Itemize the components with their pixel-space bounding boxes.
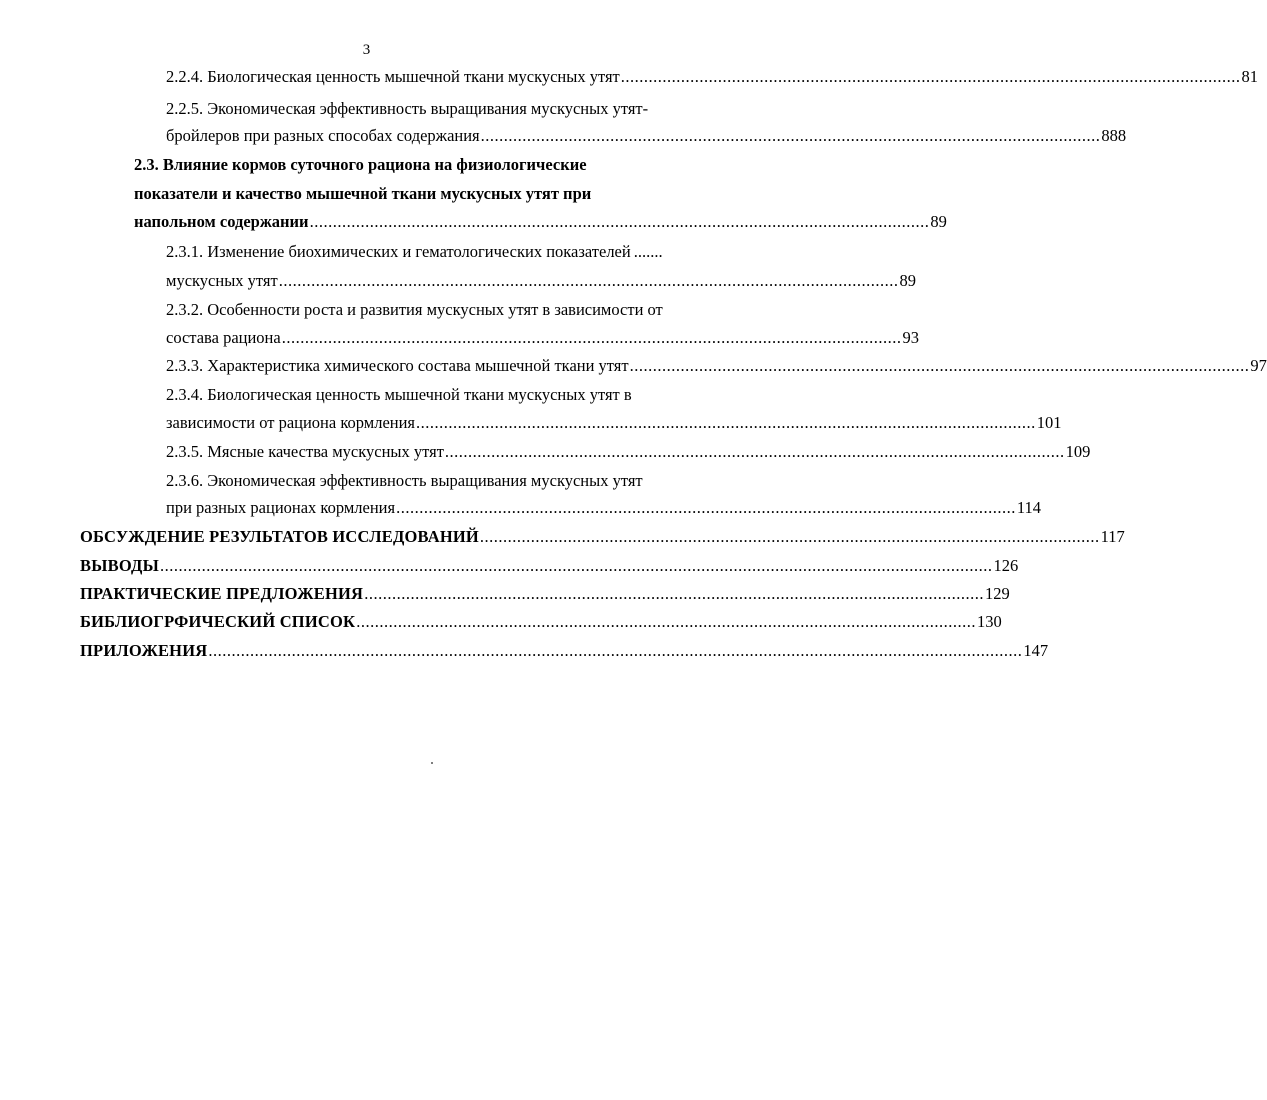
dot-leader: ......................................................................................................................................	[396, 498, 1016, 517]
toc-section-title: ПРАКТИЧЕСКИЕ ПРЕДЛОЖЕНИЯ	[80, 584, 364, 603]
toc-entry-page: 130	[976, 612, 1002, 631]
toc-entry-title: 2.3.4. Биологическая ценность мышечной ткани мускусных утят в	[166, 385, 632, 404]
toc-entry-title: 2.3.1. Изменение биохимических и гематологических показателей	[166, 242, 631, 261]
toc-entry-2-3-line1[interactable]	[134, 154, 688, 176]
toc-entry-2-3-3[interactable]	[166, 355, 1267, 377]
toc-entry-page: 147	[1023, 641, 1049, 660]
dot-leader: ......................................................................................................................................	[278, 271, 899, 290]
dot-leader: ................................................................................................................................................................................	[208, 641, 1023, 660]
dot-leader: ......................................................................................................................................	[364, 584, 984, 603]
toc-entry-title: 2.3.5. Мясные качества мускусных утят	[166, 442, 444, 461]
toc-entry-title-cont: зависимости от рациона кормления	[166, 413, 416, 432]
toc-entry-page: 126	[993, 556, 1019, 575]
toc-entry-page: 89	[899, 271, 916, 290]
toc-entry-title-cont: напольном содержании	[134, 212, 309, 231]
toc-entry-2-3-1-line2[interactable]	[166, 270, 916, 292]
toc-entry-page: 117	[1100, 527, 1125, 546]
toc-entry-2-3-line2[interactable]	[134, 183, 688, 205]
toc-entry-title: 2.3. Влияние кормов суточного рациона на физиологические	[134, 155, 587, 174]
toc-entry-page: 129	[984, 584, 1010, 603]
toc-section-conclusions[interactable]	[80, 555, 1019, 577]
toc-entry-title-cont: показатели и качество мышечной ткани мускусных утят при	[134, 184, 592, 203]
toc-section-title: ОБСУЖДЕНИЕ РЕЗУЛЬТАТОВ ИССЛЕДОВАНИЙ	[80, 527, 479, 546]
toc-entry-page: 97	[1250, 356, 1267, 375]
toc-section-title: ПРИЛОЖЕНИЯ	[80, 641, 208, 660]
dot-leader: .......	[633, 242, 663, 261]
dot-leader: ....................................................................................................................................................................................	[159, 556, 993, 575]
toc-entry-title-cont: мускусных утят	[166, 271, 278, 290]
toc-entry-2-3-6-line1[interactable]	[166, 470, 688, 492]
dot-leader: ......................................................................................................................................	[281, 328, 902, 347]
dot-leader: ......................................................................................................................................	[479, 527, 1100, 546]
toc-section-practical-proposals[interactable]	[80, 583, 1010, 605]
scan-speck	[431, 762, 433, 764]
toc-section-title: БИБЛИОГРФИЧЕСКИЙ СПИСОК	[80, 612, 356, 631]
toc-entry-2-2-5-line1[interactable]	[166, 98, 688, 120]
toc-entry-2-3-2-line2[interactable]	[166, 327, 919, 349]
toc-entry-2-3-4-line2[interactable]	[166, 412, 1062, 434]
toc-entry-title: 2.3.6. Экономическая эффективность выращивания мускусных утят	[166, 471, 643, 490]
toc-entry-2-3-1-line1[interactable]	[166, 241, 688, 263]
toc-entry-page: 93	[902, 328, 919, 347]
toc-entry-2-3-5[interactable]	[166, 441, 1091, 463]
toc-entry-2-3-line3[interactable]	[134, 211, 947, 233]
toc-entry-page: 89	[930, 212, 947, 231]
toc-section-appendices[interactable]	[80, 640, 1049, 662]
toc-entry-title-cont: при разных рационах кормления	[166, 498, 396, 517]
toc-entry-2-2-5-line2[interactable]	[166, 125, 1127, 147]
dot-leader: ......................................................................................................................................	[620, 67, 1241, 86]
dot-leader: ......................................................................................................................................	[356, 612, 976, 631]
toc-entry-page: 888	[1101, 126, 1127, 145]
toc-entry-title: 2.3.2. Особенности роста и развития мускусных утят в зависимости от	[166, 300, 663, 319]
toc-entry-2-3-6-line2[interactable]	[166, 497, 1041, 519]
dot-leader: ......................................................................................................................................	[309, 212, 930, 231]
toc-section-bibliography[interactable]	[80, 611, 1002, 633]
toc-entry-title-cont: состава рациона	[166, 328, 281, 347]
toc-entry-2-3-4-line1[interactable]	[166, 384, 688, 406]
toc-entry-title: 2.2.5. Экономическая эффективность выращивания мускусных утят-	[166, 99, 649, 118]
toc-section-title: ВЫВОДЫ	[80, 556, 159, 575]
toc-entry-2-2-4[interactable]	[166, 66, 1259, 88]
toc-entry-title: 2.2.4. Биологическая ценность мышечной ткани мускусных утят	[166, 67, 620, 86]
dot-leader: ......................................................................................................................................	[444, 442, 1065, 461]
toc-entry-page: 114	[1016, 498, 1041, 517]
dot-leader: ......................................................................................................................................	[416, 413, 1036, 432]
toc-entry-title-cont: бройлеров при разных способах содержания	[166, 126, 480, 145]
toc-section-discussion[interactable]	[80, 526, 1125, 548]
page-number: 3	[362, 42, 371, 58]
dot-leader: ......................................................................................................................................	[629, 356, 1250, 375]
dot-leader: ......................................................................................................................................	[480, 126, 1101, 145]
toc-entry-title: 2.3.3. Характеристика химического состава мышечной ткани утят	[166, 356, 629, 375]
toc-entry-page: 81	[1241, 67, 1259, 86]
toc-entry-page: 109	[1065, 442, 1091, 461]
toc-entry-page: 101	[1036, 413, 1062, 432]
toc-entry-2-3-2-line1[interactable]	[166, 299, 688, 321]
